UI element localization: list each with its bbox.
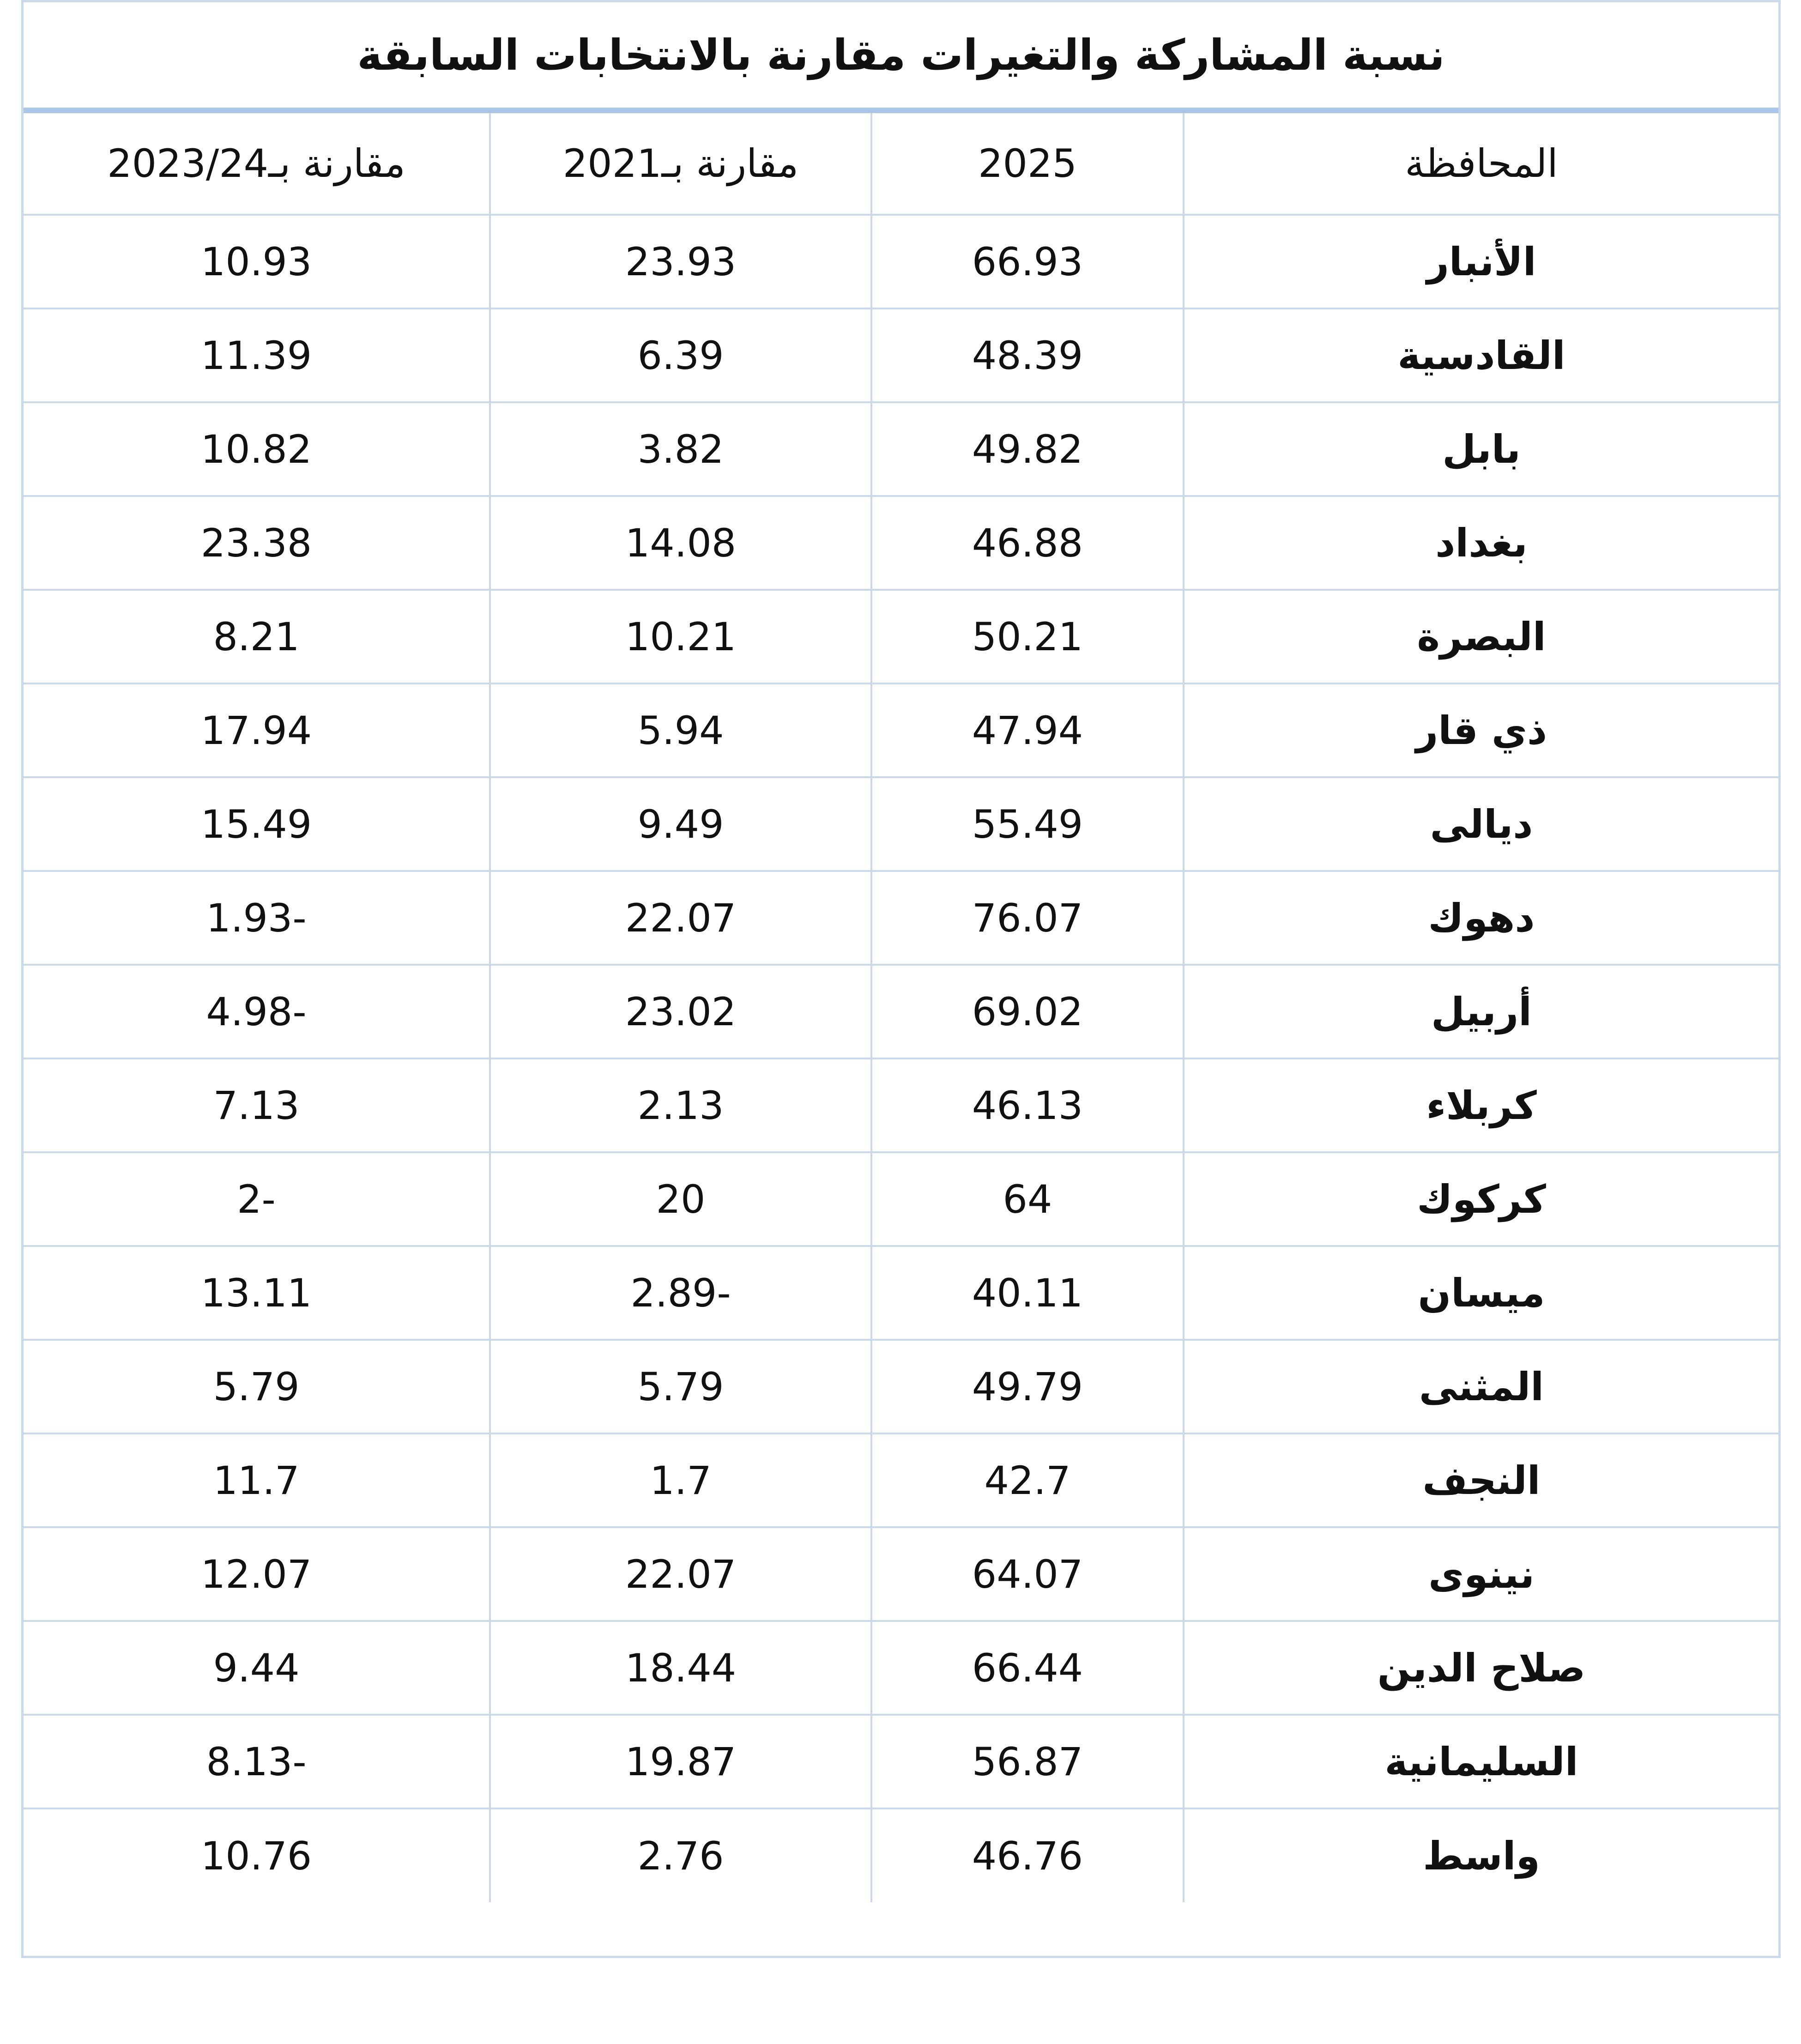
value-2025-cell: 76.07	[871, 871, 1184, 965]
governorate-cell: البصرة	[1184, 590, 1778, 683]
change-vs-2021-cell: 1.7	[490, 1433, 871, 1527]
table-row	[24, 1527, 1778, 1621]
header-row	[24, 113, 1778, 215]
change-vs-2021-cell: 20	[490, 1152, 871, 1246]
change-vs-2023-cell: 7.13	[24, 1058, 490, 1152]
table-row	[24, 1808, 1778, 1902]
governorate-cell: الأنبار	[1184, 215, 1778, 308]
value-2025-cell: 69.02	[871, 965, 1184, 1058]
table-row	[24, 1340, 1778, 1433]
change-vs-2021-cell: 23.02	[490, 965, 871, 1058]
governorate-cell: بابل	[1184, 402, 1778, 496]
participation-table	[21, 0, 1781, 1958]
header-vs-2023: مقارنة بـ2023/24	[24, 113, 490, 215]
change-vs-2023-cell: 9.44	[24, 1621, 490, 1715]
change-vs-2021-cell: 23.93	[490, 215, 871, 308]
table-row	[24, 1621, 1778, 1715]
change-vs-2023-cell: 10.82	[24, 402, 490, 496]
value-2025-cell: 49.79	[871, 1340, 1184, 1433]
governorate-cell: ميسان	[1184, 1246, 1778, 1340]
change-vs-2023-cell: 8.13-	[24, 1715, 490, 1808]
change-vs-2021-cell: 3.82	[490, 402, 871, 496]
value-2025-cell: 47.94	[871, 683, 1184, 777]
value-2025-cell: 46.88	[871, 496, 1184, 590]
table-row	[24, 308, 1778, 402]
change-vs-2021-cell: 19.87	[490, 1715, 871, 1808]
governorate-cell: كركوك	[1184, 1152, 1778, 1246]
change-vs-2021-cell: 2.76	[490, 1808, 871, 1902]
change-vs-2021-cell: 18.44	[490, 1621, 871, 1715]
change-vs-2023-cell: 5.79	[24, 1340, 490, 1433]
change-vs-2021-cell: 6.39	[490, 308, 871, 402]
value-2025-cell: 50.21	[871, 590, 1184, 683]
governorate-cell: المثنى	[1184, 1340, 1778, 1433]
change-vs-2021-cell: 9.49	[490, 777, 871, 871]
header-governorate: المحافظة	[1184, 113, 1778, 215]
change-vs-2023-cell: 23.38	[24, 496, 490, 590]
table-row	[24, 683, 1778, 777]
table-row	[24, 1152, 1778, 1246]
value-2025-cell: 42.7	[871, 1433, 1184, 1527]
table-row	[24, 590, 1778, 683]
change-vs-2021-cell: 5.94	[490, 683, 871, 777]
change-vs-2021-cell: 22.07	[490, 1527, 871, 1621]
data-grid	[24, 113, 1778, 1902]
governorate-cell: نينوى	[1184, 1527, 1778, 1621]
change-vs-2023-cell: 10.76	[24, 1808, 490, 1902]
governorate-cell: كربلاء	[1184, 1058, 1778, 1152]
change-vs-2023-cell: 11.7	[24, 1433, 490, 1527]
value-2025-cell: 66.44	[871, 1621, 1184, 1715]
table-row	[24, 1246, 1778, 1340]
change-vs-2021-cell: 22.07	[490, 871, 871, 965]
value-2025-cell: 49.82	[871, 402, 1184, 496]
value-2025-cell: 55.49	[871, 777, 1184, 871]
governorate-cell: النجف	[1184, 1433, 1778, 1527]
value-2025-cell: 56.87	[871, 1715, 1184, 1808]
change-vs-2023-cell: 11.39	[24, 308, 490, 402]
table-row	[24, 1058, 1778, 1152]
change-vs-2023-cell: 10.93	[24, 215, 490, 308]
governorate-cell: أربيل	[1184, 965, 1778, 1058]
table-row	[24, 871, 1778, 965]
value-2025-cell: 46.76	[871, 1808, 1184, 1902]
table-row	[24, 965, 1778, 1058]
change-vs-2023-cell: 4.98-	[24, 965, 490, 1058]
change-vs-2023-cell: 1.93-	[24, 871, 490, 965]
table-row	[24, 402, 1778, 496]
governorate-cell: بغداد	[1184, 496, 1778, 590]
table-row	[24, 777, 1778, 871]
table-row	[24, 1433, 1778, 1527]
change-vs-2023-cell: 8.21	[24, 590, 490, 683]
header-2025: 2025	[871, 113, 1184, 215]
change-vs-2023-cell: 15.49	[24, 777, 490, 871]
governorate-cell: السليمانية	[1184, 1715, 1778, 1808]
value-2025-cell: 40.11	[871, 1246, 1184, 1340]
change-vs-2021-cell: 2.89-	[490, 1246, 871, 1340]
change-vs-2021-cell: 10.21	[490, 590, 871, 683]
change-vs-2021-cell: 5.79	[490, 1340, 871, 1433]
table-row	[24, 1715, 1778, 1808]
table-row	[24, 496, 1778, 590]
change-vs-2021-cell: 14.08	[490, 496, 871, 590]
value-2025-cell: 64.07	[871, 1527, 1184, 1621]
change-vs-2023-cell: 17.94	[24, 683, 490, 777]
governorate-cell: واسط	[1184, 1808, 1778, 1902]
governorate-cell: صلاح الدين	[1184, 1621, 1778, 1715]
change-vs-2023-cell: 12.07	[24, 1527, 490, 1621]
change-vs-2021-cell: 2.13	[490, 1058, 871, 1152]
value-2025-cell: 48.39	[871, 308, 1184, 402]
governorate-cell: القادسية	[1184, 308, 1778, 402]
table-row	[24, 215, 1778, 308]
change-vs-2023-cell: 2-	[24, 1152, 490, 1246]
change-vs-2023-cell: 13.11	[24, 1246, 490, 1340]
governorate-cell: دهوك	[1184, 871, 1778, 965]
header-vs-2021: مقارنة بـ2021	[490, 113, 871, 215]
value-2025-cell: 66.93	[871, 215, 1184, 308]
governorate-cell: ديالى	[1184, 777, 1778, 871]
governorate-cell: ذي قار	[1184, 683, 1778, 777]
value-2025-cell: 46.13	[871, 1058, 1184, 1152]
table-body	[24, 215, 1778, 1902]
value-2025-cell: 64	[871, 1152, 1184, 1246]
table-title: نسبة المشاركة والتغيرات مقارنة بالانتخابات السابقة	[24, 2, 1778, 113]
